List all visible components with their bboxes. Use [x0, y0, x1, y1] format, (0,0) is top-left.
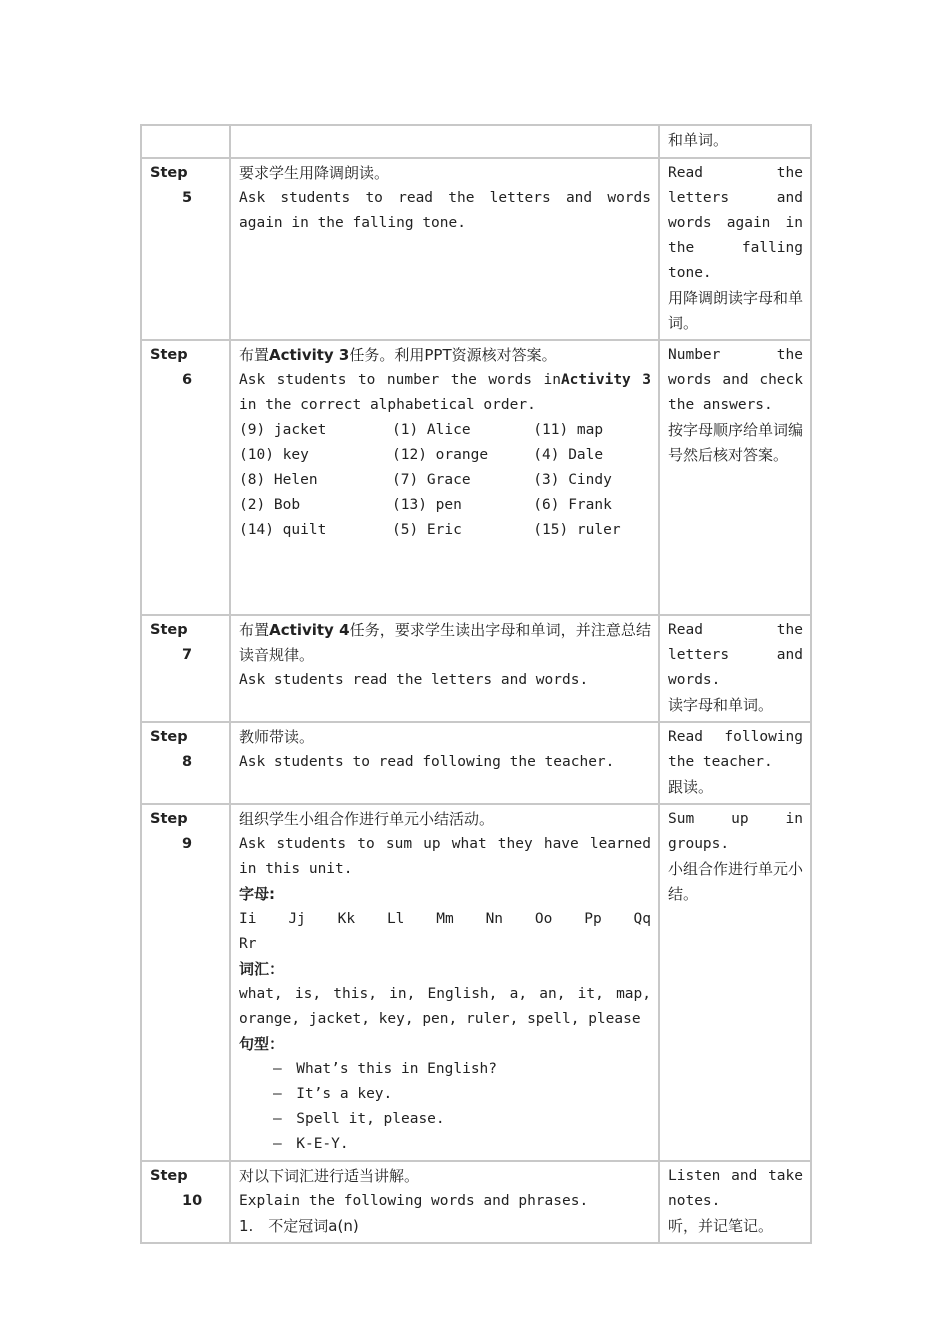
step-cell — [141, 125, 230, 158]
student-cell — [659, 615, 811, 722]
student-cn: 按字母顺序给单词编号然后核对答案。 — [668, 421, 804, 464]
teacher-en: Ask students to read the letters and words again in the falling tone. — [239, 190, 651, 231]
table-row — [141, 1161, 811, 1243]
step-cell — [141, 158, 230, 340]
table-row — [141, 158, 811, 340]
vocab-list: what, is, this, in, English, a, an, it, map, orange, jacket, key, pen, ruler, spell, please — [239, 986, 651, 1027]
student-en-line: Read the — [668, 165, 803, 181]
list-item: (4) Dale — [533, 447, 604, 463]
list-item: (15) ruler — [533, 522, 621, 538]
table-row — [141, 722, 811, 804]
word-list — [239, 418, 651, 543]
student-cell — [659, 1161, 811, 1243]
student-en: Sum up in groups. — [668, 811, 803, 852]
student-cell — [659, 340, 811, 615]
step-number: 5 — [182, 190, 193, 206]
student-en-line: tone. — [668, 265, 712, 281]
teacher-cell — [230, 125, 659, 158]
step-label: Step — [150, 811, 188, 827]
step-label: Step — [150, 729, 188, 745]
student-en-line: the falling — [668, 240, 803, 256]
step-number: 6 — [182, 372, 193, 388]
list-item: (14) quilt — [239, 522, 327, 538]
teacher-cell — [230, 615, 659, 722]
sentence-item: — It’s a key. — [273, 1086, 393, 1102]
list-item: (6) Frank — [533, 497, 612, 513]
sentence-item: — Spell it, please. — [273, 1111, 445, 1127]
activity-label: Activity 3 — [560, 372, 651, 388]
list-item: (11) map — [533, 422, 604, 438]
letters-heading: 字母: — [239, 885, 275, 903]
teacher-cell — [230, 722, 659, 804]
student-cell — [659, 158, 811, 340]
teacher-cn: 组织学生小组合作进行单元小结活动。 — [239, 810, 495, 828]
teacher-cell — [230, 1161, 659, 1243]
list-item: (9) jacket — [239, 422, 327, 438]
list-item: (3) Cindy — [533, 472, 612, 488]
table-row — [141, 804, 811, 1161]
list-item: (7) Grace — [392, 472, 471, 488]
activity-label: Activity 3 — [269, 346, 350, 364]
teacher-en: Ask students to number the words inActivity 3 in the correct alphabetical order. — [239, 372, 651, 413]
list-item: (12) orange — [392, 447, 489, 463]
lesson-plan-table — [140, 124, 812, 1244]
student-cell — [659, 722, 811, 804]
teacher-cn: 对以下词汇进行适当讲解。 — [239, 1167, 420, 1185]
teacher-en: Ask students to sum up what they have learned in this unit. — [239, 836, 651, 877]
list-item: (8) Helen — [239, 472, 318, 488]
teacher-cn: 布置Activity 3任务。利用PPT资源核对答案。 — [239, 346, 557, 364]
step-number: 8 — [182, 754, 193, 770]
step-number: 10 — [182, 1193, 203, 1209]
list-item: (5) Eric — [392, 522, 462, 538]
list-item: (1) Alice — [392, 422, 471, 438]
list-item: (10) key — [239, 447, 309, 463]
teacher-en: Explain the following words and phrases. — [239, 1193, 589, 1209]
step-cell — [141, 804, 230, 1161]
sentence-heading: 句型： — [239, 1035, 285, 1053]
teacher-cn: 教师带读。 — [239, 728, 315, 746]
list-item: (2) Bob — [239, 497, 301, 513]
teacher-cn: 布置Activity 4任务，要求学生读出字母和单词，并注意总结读音规律。 — [239, 621, 651, 664]
step-number: 7 — [182, 647, 193, 663]
step-label: Step — [150, 347, 188, 363]
activity-label: Activity 4 — [269, 621, 350, 639]
step-cell — [141, 615, 230, 722]
step-cell — [141, 1161, 230, 1243]
letters-list: Ii Jj Kk Ll Mm Nn Oo Pp Qq Rr — [239, 911, 651, 952]
student-cn: 读字母和单词。 — [668, 696, 774, 714]
student-en: Read the letters and words. — [668, 622, 803, 688]
student-en-line: letters and — [668, 190, 803, 206]
table-row — [141, 615, 811, 722]
student-en-line: words again in — [668, 215, 803, 231]
student-text: 和单词。 — [668, 131, 729, 149]
teacher-cell — [230, 158, 659, 340]
student-en: Number the words and check the answers. — [668, 347, 803, 413]
teacher-en: Ask students read the letters and words. — [239, 672, 589, 688]
step-label: Step — [150, 1168, 188, 1184]
numbered-item: 1. 不定冠词a(n) — [239, 1217, 359, 1235]
step-label: Step — [150, 165, 188, 181]
student-cn: 小组合作进行单元小结。 — [668, 860, 804, 903]
step-number: 9 — [182, 836, 193, 852]
table-row — [141, 125, 811, 158]
teacher-cell — [230, 340, 659, 615]
student-cn: 用降调朗读字母和单词。 — [668, 289, 804, 332]
step-cell — [141, 722, 230, 804]
teacher-cell — [230, 804, 659, 1161]
step-cell — [141, 340, 230, 615]
teacher-en: Ask students to read following the teacher. — [239, 754, 615, 770]
student-cn: 听，并记笔记。 — [668, 1217, 774, 1235]
student-en: Listen and take notes. — [668, 1168, 803, 1209]
vocab-heading: 词汇： — [239, 960, 285, 978]
step-label: Step — [150, 622, 188, 638]
student-en: Read following the teacher. — [668, 729, 803, 770]
student-cn: 跟读。 — [668, 778, 714, 796]
sentence-item: — What’s this in English? — [273, 1061, 498, 1077]
sentence-item: — K-E-Y. — [273, 1136, 349, 1152]
table-row — [141, 340, 811, 615]
student-cell — [659, 125, 811, 158]
student-cell — [659, 804, 811, 1161]
list-item: (13) pen — [392, 497, 462, 513]
teacher-cn: 要求学生用降调朗读。 — [239, 164, 390, 182]
